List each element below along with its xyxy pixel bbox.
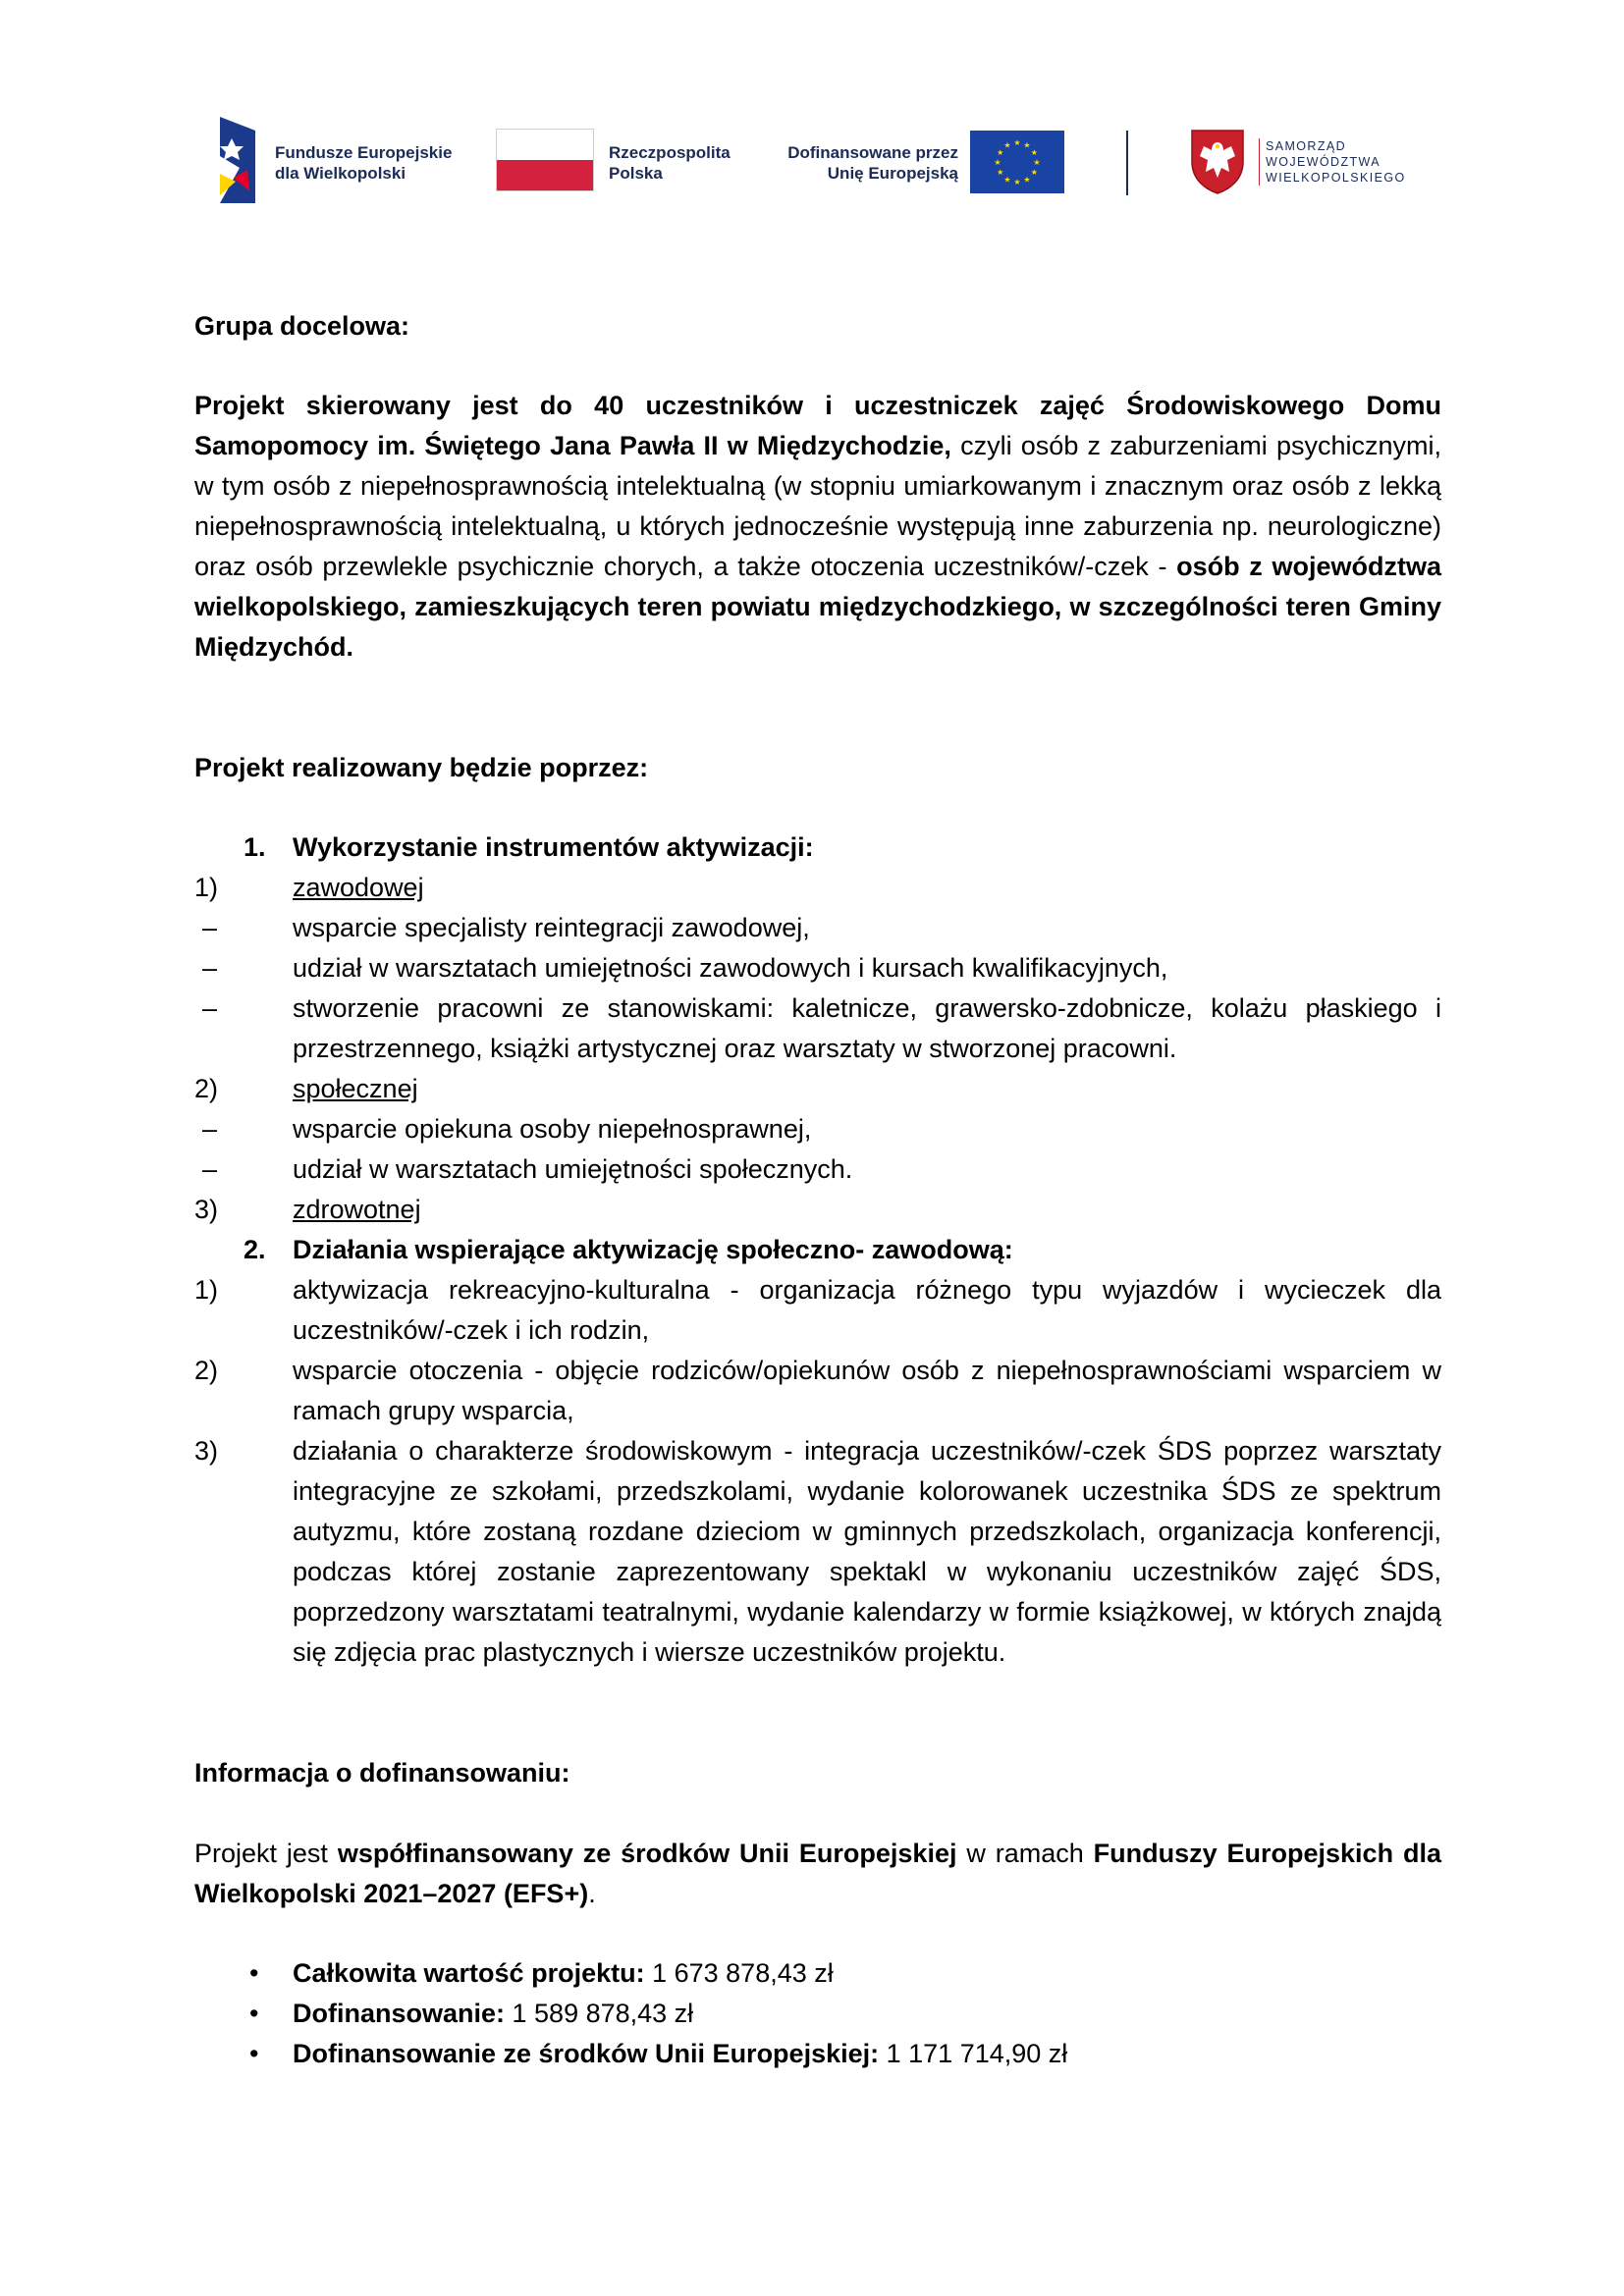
heading-text: Grupa docelowa:: [194, 311, 410, 341]
eu-star-icon: ★: [1030, 168, 1038, 177]
implementation-heading: [194, 748, 1441, 788]
eu-star-icon: ★: [1023, 175, 1031, 185]
eu-star-icon: ★: [1033, 158, 1041, 167]
text-part: .: [588, 1879, 596, 1908]
section-number: 2.: [244, 1235, 266, 1264]
eu-text: [774, 142, 958, 184]
polish-flag-icon: [496, 129, 594, 191]
bold-outro: osób z województwa wielkopolskiego, zamieszkujących teren powiatu międzychodzkiego, w szczególności teren Gminy Międzychód.: [194, 552, 1441, 662]
group-spolecznej: [194, 1069, 1441, 1109]
list-item: [194, 948, 1441, 988]
samorzad-text: [1259, 138, 1406, 186]
funding-bullet-total: [194, 1953, 1441, 1994]
logo-line: Dofinansowane przez: [787, 143, 958, 162]
dash-marker: –: [202, 1154, 218, 1184]
heading-text: Informacja o dofinansowaniu:: [194, 1758, 570, 1788]
list-item: [194, 1351, 1441, 1431]
eu-flag-icon: [970, 131, 1064, 193]
funding-bullet-eu: [194, 2034, 1441, 2074]
wielkopolska-eagle-shield-icon: [1190, 129, 1245, 195]
list-item: [194, 1431, 1441, 1713]
dash-marker: –: [202, 1114, 218, 1144]
group-zdrowotnej: [194, 1190, 1441, 1230]
funding-heading: [194, 1753, 1441, 1793]
fundusze-europejskie-icon: [214, 117, 261, 203]
bullet-marker: •: [249, 1958, 259, 1988]
text-part: Projekt jest: [194, 1839, 338, 1868]
bullet-value: 1 589 878,43 zł: [505, 1999, 694, 2028]
target-group-heading: [194, 306, 1441, 347]
text-part: w ramach: [956, 1839, 1094, 1868]
group-label: społecznej: [293, 1074, 418, 1103]
bullet-label: Dofinansowanie ze środków Unii Europejskiej:: [293, 2039, 880, 2068]
item-text: udział w warsztatach umiejętności zawodowych i kursach kwalifikacyjnych,: [293, 953, 1168, 983]
logo-divider: [1126, 131, 1128, 195]
eu-star-icon: ★: [1013, 178, 1021, 187]
list-item: [194, 1270, 1441, 1351]
logo-line: Rzeczpospolita: [609, 143, 731, 162]
logo-line: Unię Europejską: [827, 164, 958, 183]
fundusze-europejskie-text: [275, 142, 452, 184]
section-title: Wykorzystanie instrumentów aktywizacji:: [293, 832, 814, 862]
group-zawodowej: [194, 868, 1441, 908]
bullet-marker: •: [249, 1999, 259, 2028]
section-1-title: [194, 828, 1441, 868]
group-number: 3): [194, 1195, 219, 1224]
section-2-title: [194, 1230, 1441, 1270]
item-text: stworzenie pracowni ze stanowiskami: kaletnicze, grawersko-zdobnicze, kolażu płaskiego i przestrzennego, książki artystycznej oraz warsztaty w stworzonej pracowni.: [293, 993, 1441, 1063]
bold-part: współfinansowany ze środków Unii Europejskiej: [337, 1839, 957, 1868]
bold-part: Funduszy Europejskich dla Wielkopolski 2021–2027 (EFS+): [194, 1839, 1441, 1908]
rzeczpospolita-text: [609, 142, 731, 184]
item-number: 2): [194, 1356, 219, 1385]
list-item: [194, 908, 1441, 948]
item-text: aktywizacja rekreacyjno-kulturalna - organizacja różnego typu wyjazdów i wycieczek dla uczestników/-czek i ich rodzin,: [293, 1275, 1441, 1345]
section-title: Działania wspierające aktywizację społeczno- zawodową:: [293, 1235, 1013, 1264]
item-text: działania o charakterze środowiskowym - integracja uczestników/-czek ŚDS poprzez warsztaty integracyjne ze szkołami, przedszkolami, wydanie kolorowanek uczestnika ŚDS ze spektrum autyzmu, które zostaną rozdane dzieciom w gminnych przedszkolach, organizacja konferencji, podczas której zostanie zaprezentowany spektakl w wykonaniu uczestników zajęć ŚDS, poprzedzony warsztatami teatralnymi, wydanie kalendarzy w formie książkowej, w których znajdą się zdjęcia prac plastycznych i wiersze uczestników projektu.: [293, 1436, 1441, 1667]
group-label: zdrowotnej: [293, 1195, 421, 1224]
item-text: wsparcie opiekuna osoby niepełnosprawnej,: [293, 1114, 812, 1144]
list-item: [194, 988, 1441, 1069]
item-text: wsparcie otoczenia - objęcie rodziców/opiekunów osób z niepełnosprawnościami wsparciem w ramach grupy wsparcia,: [293, 1356, 1441, 1425]
bullet-value: 1 673 878,43 zł: [644, 1958, 834, 1988]
logo-line: Fundusze Europejskie: [275, 143, 453, 162]
eu-star-icon: ★: [1013, 138, 1021, 147]
logo-line: Polska: [609, 164, 663, 183]
dash-marker: –: [202, 953, 218, 983]
logo-line: dla Wielkopolski: [275, 164, 406, 183]
eu-star-icon: ★: [997, 148, 1004, 157]
logo-line: WOJEWÓDZTWA: [1266, 155, 1380, 169]
dash-marker: –: [202, 913, 218, 942]
group-number: 1): [194, 873, 219, 902]
funding-bullet-cofinancing: [194, 1994, 1441, 2034]
header-logos: [0, 113, 1624, 211]
paragraph-body: czyli osób z zaburzeniami psychicznymi, w tym osób z niepełnosprawnością intelektualną (w stopniu umiarkowanym i znacznym oraz osób z lekką niepełnosprawnością intelektualną, u których jednocześnie występują inne zaburzenia np. neurologiczne) oraz osób przewlekle psychicznie chorych, a także otoczenia uczestników/-czek -: [194, 431, 1441, 581]
dash-marker: –: [202, 993, 218, 1023]
eu-star-icon: ★: [994, 158, 1001, 167]
list-item: [194, 1109, 1441, 1149]
eu-star-icon: ★: [1023, 140, 1031, 150]
list-item: [194, 1149, 1441, 1190]
funding-paragraph: [194, 1834, 1441, 1914]
eu-star-icon: ★: [1030, 148, 1038, 157]
item-text: wsparcie specjalisty reintegracji zawodowej,: [293, 913, 810, 942]
heading-text: Projekt realizowany będzie poprzez:: [194, 753, 649, 782]
logo-line: SAMORZĄD: [1266, 139, 1347, 153]
eu-star-icon: ★: [1003, 140, 1011, 150]
group-label: zawodowej: [293, 873, 424, 902]
bullet-value: 1 171 714,90 zł: [879, 2039, 1068, 2068]
bold-intro: Projekt skierowany jest do 40 uczestników i uczestniczek zajęć Środowiskowego Domu Samopomocy im. Świętego Jana Pawła II w Międzychodzie,: [194, 391, 1441, 460]
item-number: 1): [194, 1275, 219, 1305]
eu-star-icon: ★: [997, 168, 1004, 177]
section-number: 1.: [244, 832, 266, 862]
item-text: udział w warsztatach umiejętności społecznych.: [293, 1154, 853, 1184]
bullet-label: Całkowita wartość projektu:: [293, 1958, 645, 1988]
target-group-paragraph: [194, 386, 1441, 667]
logo-line: WIELKOPOLSKIEGO: [1266, 171, 1406, 185]
eu-star-icon: ★: [1003, 175, 1011, 185]
bullet-label: Dofinansowanie:: [293, 1999, 506, 2028]
group-number: 2): [194, 1074, 219, 1103]
item-number: 3): [194, 1436, 219, 1466]
bullet-marker: •: [249, 2039, 259, 2068]
